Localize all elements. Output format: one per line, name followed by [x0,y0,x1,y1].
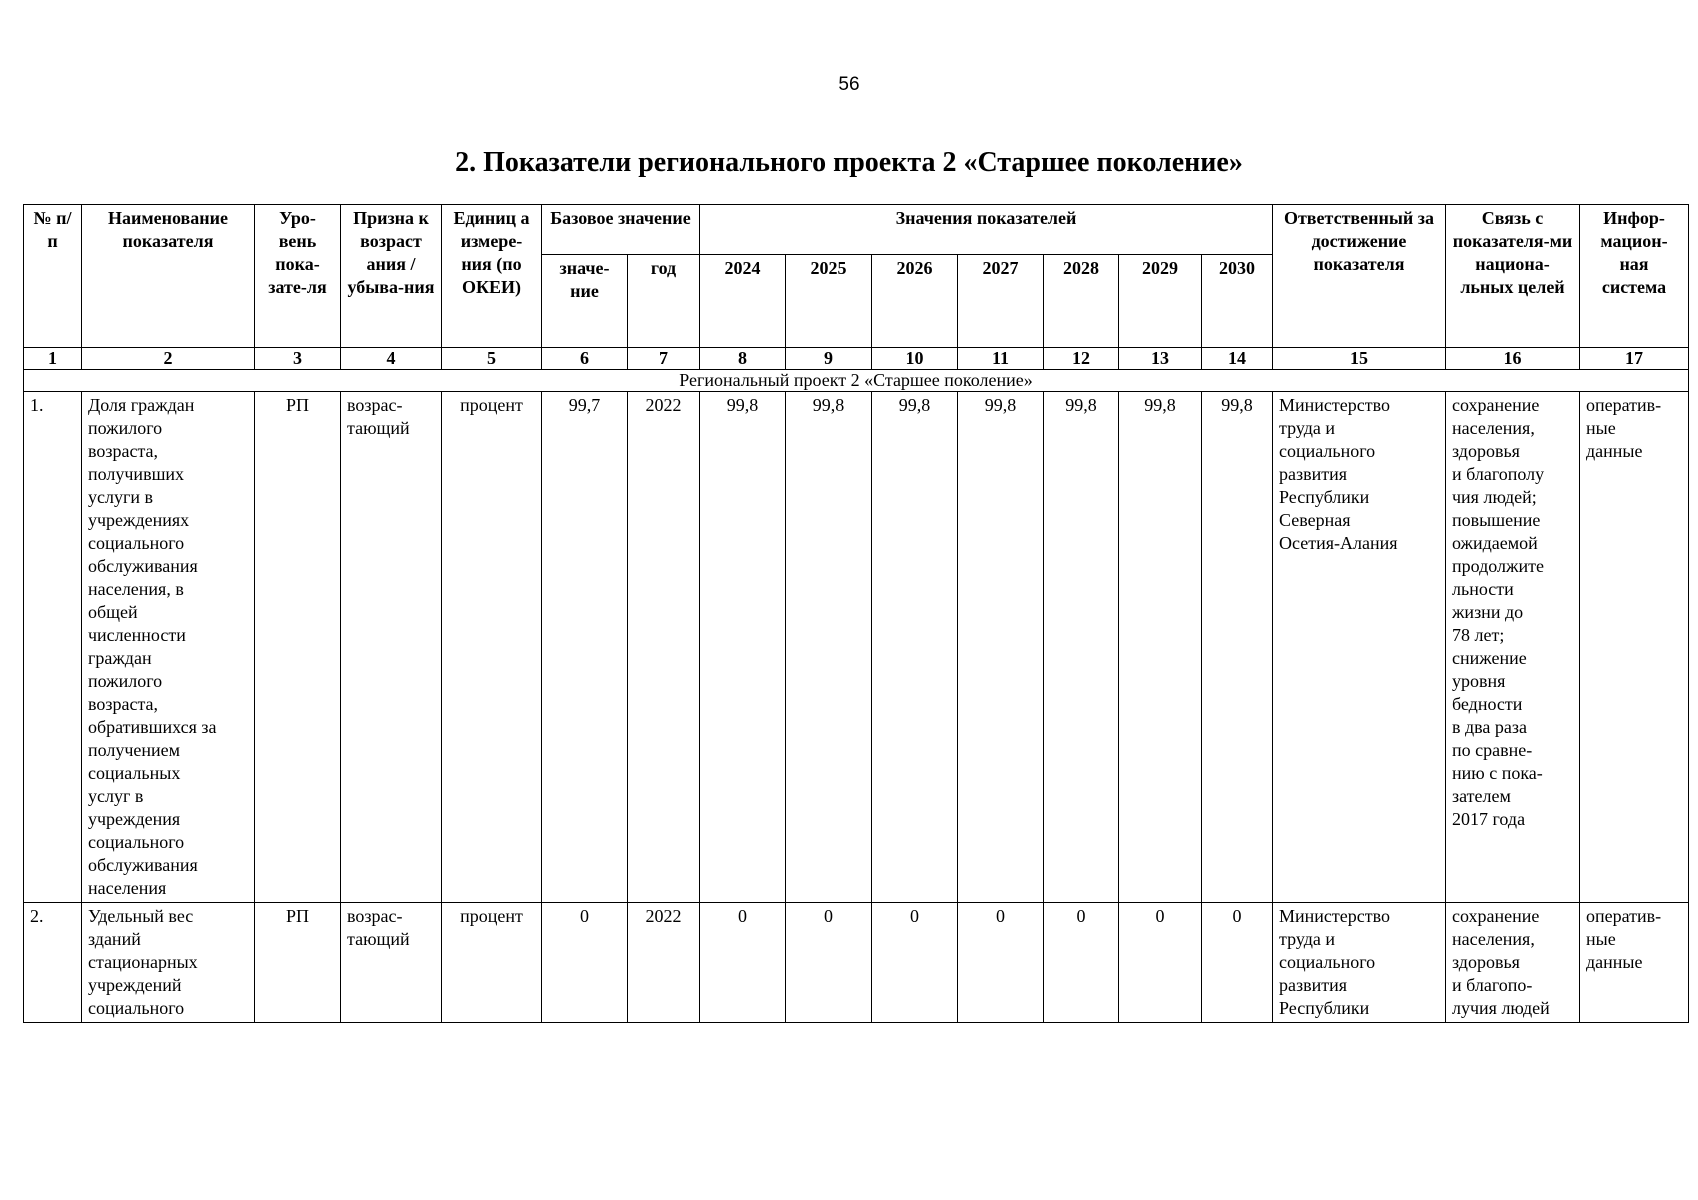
header-link: Связь с показателя-ми национа-льных целей [1446,205,1580,348]
column-number: 9 [786,348,872,370]
row-level: РП [255,392,341,903]
column-number: 4 [341,348,442,370]
header-year-2028: 2028 [1044,255,1119,348]
row-base-year: 2022 [628,903,700,1023]
row-num: 2. [24,903,82,1023]
header-year-2024: 2024 [700,255,786,348]
row-value-2026: 99,8 [872,392,958,903]
column-number: 10 [872,348,958,370]
row-value-2030: 99,8 [1202,392,1273,903]
row-name: Доля граждан пожилого возраста, получивших услуги в учреждениях социального обслуживания населения, в общей численности граждан пожилого возраста, обратившихся за получением социальных услуг в учреждения социального обслуживания населения [82,392,255,903]
table-row [24,903,1689,1023]
column-number: 3 [255,348,341,370]
row-value-2030: 0 [1202,903,1273,1023]
row-level: РП [255,903,341,1023]
section-row [24,370,1689,392]
column-number: 2 [82,348,255,370]
column-number: 8 [700,348,786,370]
header-year-2025: 2025 [786,255,872,348]
header-year-2027: 2027 [958,255,1044,348]
row-unit: процент [442,903,542,1023]
column-number: 17 [1580,348,1689,370]
row-link: сохранение населения, здоровья и благопо- лучия людей [1446,903,1580,1023]
column-number: 5 [442,348,542,370]
header-sign: Призна к возраст ания / убыва-ния [341,205,442,348]
header-year-2026: 2026 [872,255,958,348]
row-value-2027: 0 [958,903,1044,1023]
header-base-year: год [628,255,700,348]
table-row [24,392,1689,903]
section-title: Региональный проект 2 «Старшее поколение» [24,370,1689,392]
row-responsible: Министерство труда и социального развития Республики Северная Осетия-Алания [1273,392,1446,903]
column-number: 14 [1202,348,1273,370]
column-number: 12 [1044,348,1119,370]
column-number: 6 [542,348,628,370]
row-value-2029: 0 [1119,903,1202,1023]
column-numbers-row [24,348,1689,370]
column-number: 13 [1119,348,1202,370]
row-base-year: 2022 [628,392,700,903]
column-number: 15 [1273,348,1446,370]
header-year-2030: 2030 [1202,255,1273,348]
header-base-value: значе-ние [542,255,628,348]
header-level: Уро-вень пока-зате-ля [255,205,341,348]
table-header-row [24,205,1689,255]
row-info: оператив- ные данные [1580,392,1689,903]
column-number: 1 [24,348,82,370]
row-value-2027: 99,8 [958,392,1044,903]
column-number: 16 [1446,348,1580,370]
row-value-2028: 99,8 [1044,392,1119,903]
header-responsible: Ответственный за достижение показателя [1273,205,1446,348]
header-base: Базовое значение [542,205,700,255]
row-sign: возрас- тающий [341,903,442,1023]
row-num: 1. [24,392,82,903]
row-sign: возрас- тающий [341,392,442,903]
row-value-2028: 0 [1044,903,1119,1023]
row-value-2026: 0 [872,903,958,1023]
column-number: 11 [958,348,1044,370]
row-value-2024: 0 [700,903,786,1023]
row-base-value: 0 [542,903,628,1023]
row-value-2025: 0 [786,903,872,1023]
header-name: Наименование показателя [82,205,255,348]
header-values: Значения показателей [700,205,1273,255]
header-num: № п/п [24,205,82,348]
row-unit: процент [442,392,542,903]
row-value-2029: 99,8 [1119,392,1202,903]
header-unit: Единиц а измере-ния (по ОКЕИ) [442,205,542,348]
row-link: сохранение населения, здоровья и благополу чия людей; повышение ожидаемой продолжите льности жизни до 78 лет; снижение уровня бедности в два раза по сравне- нию с пока- зателем 2017 года [1446,392,1580,903]
row-name: Удельный вес зданий стационарных учреждений социального [82,903,255,1023]
indicators-table [23,204,1689,1023]
header-info: Инфор-мацион-ная система [1580,205,1689,348]
document-title: 2. Показатели регионального проекта 2 «Старшее поколение» [455,147,1243,178]
row-base-value: 99,7 [542,392,628,903]
row-responsible: Министерство труда и социального развития Республики [1273,903,1446,1023]
row-value-2024: 99,8 [700,392,786,903]
page-number: 56 [838,74,860,95]
header-year-2029: 2029 [1119,255,1202,348]
row-value-2025: 99,8 [786,392,872,903]
column-number: 7 [628,348,700,370]
row-info: оператив- ные данные [1580,903,1689,1023]
